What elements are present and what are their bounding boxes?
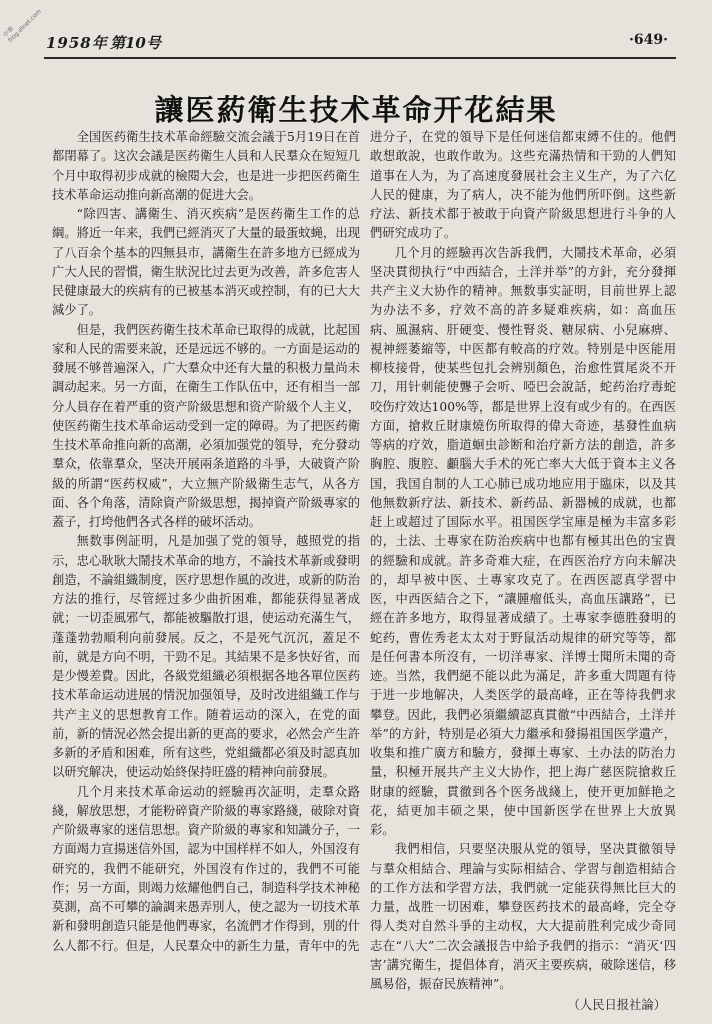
header-issue: 第10号: [110, 34, 161, 52]
left-column: [52, 128, 360, 956]
paragraph: 但是，我們医药衛生技术革命已取得的成就，比起国家和人民的需要来說，还是远远不够的。一方面是运动的發展不够普遍深入，广大羣众中还有大量的积极力量尚未調动起来。另一方面，在衛生工作队伍中，还有相当一部分人員存在着严重的资产阶級思想和资产阶級个人主义，使医药衛生技术革命运动受到一定的障碍。为了把医药衛生技术革命推向新的高潮，必須加强党的領导，充分發动羣众，依靠羣众，坚决开展兩条道路的斗爭，大破資产阶級的所謂“医药权威”，大立無产阶級衛生志气，从各方面、各个角落，清除資产阶級思想，揭掉資产阶級專家的蓋子，打垮他們各式各样的破坏活动。: [52, 322, 360, 529]
corner-watermark: 中華 frog.dlnet.com: [2, 7, 43, 44]
article-signature: （人民日报社論）: [567, 998, 666, 1013]
page-header: [46, 32, 672, 54]
paragraph: “除四害、講衛生、消灭疾病”是医药衛生工作的总綱。將近一年来，我們已經消灭了大量的最蛋蚊蝇，出现了八百余个基本的四無县市，講衛生在許多地方已經成为广大人民的習慣，衛生狀況比过去更为改善，許多危害人民健康最大的疾病有的已被基本消灭或控制，有的已大大減少了。: [52, 207, 360, 318]
page-number: ·649·: [629, 32, 668, 48]
article-title: 讓医葯衛生技术革命开花結果: [154, 93, 558, 127]
paragraph: 几个月的經驗再次告訴我們，大鬧技术革命，必須坚决貫彻执行“中西結合，土洋并举”的方針，充分發揮共产主义大协作的精神。無数事实証明，目前世界上認为办法不多，疗效不高的許多疑难疾病，如：高血压病、風濕病、肝硬变、慢性腎炎、糖尿病、小兒麻痹、視神經萎縮等，中医都有較高的疗效。特别是中医能用柳枝接骨，使某些包扎会辨别顏色，治愈性質尾炎不开刀，用针刺能使聾子会听、啞巴会說話，蛇药治疗毒蛇咬伤疗效达100%等，都是世界上沒有或少有的。在西医方面，搶救丘財康燒伤所取得的偉大奇迹，基發性血病等病的疗效，脂道蛔虫診断和治疗新方法的創造，許多胸腔、腹腔、顱腦大手术的死亡率大大低于資本主义各国，我国自制的人工心肺已成功地应用于臨床，以及其他無数新疗法、新技术、新药品、新器械的成就，也都赶上或超过了国际水平。祖国医学宝庫是極为丰富多彩的，土法、土專家在防治疾病中也都有極其出色的宝貴的經驗和成就。許多奇难大症，在西医治疗方向未解决的，却早被中医、土專家攻克了。在西医認真学習中医，中西医結合之下，“讓腫瘤低头，高血压讓路”，已經在許多地方，取得显著成績了。土專家李德胜發明的蛇药，曹佐秀老太太对于野鼠活动規律的研究等等，都是任何書本所沒有，一切洋專家、洋博士聞所未聞的奇迹。当然，我們絕不能以此为滿足，許多重大問題有待于进一步地解决，人类医学的最高峰，正在等待我們求攀登。因此，我們必須繼續認真貫徹“中西結合，土洋并举”的方針，特别是必須大力繼承和發揚祖国医学遺产，收集和推广廣方和驗方，發揮土專家、土办法的防治力量，积極开展共产主义大协作，把上海广慈医院搶救丘財康的經驗，貫徹到各个医务战綫上，使开更加鮮艳之花，結更加丰硕之果，使中国新医学在世界上大放異彩。: [370, 245, 676, 837]
paragraph: 我們相信，只要坚决服从党的領导，坚决貫徹領导与羣众相結合、理論与实际相結合、学習与創造相結合的工作方法和学習方法，我們就一定能获得無比巨大的力量，战胜一切困难，攀登医药技术的最高峰，完全夺得人类对自然斗爭的主动权，大大提前胜利完成少奇同志在“八大”二次会議报告中給予我們的指示：“消灭‘四害’講究衛生，提倡体育，消灭主要疾病，破除迷信，移風易俗，振奋民族精神”。: [370, 842, 676, 991]
paragraph: 全国医药衛生技术革命經驗交流会議于5月19日在首都閉幕了。这次会議是医药衛生人員和人民羣众在短短几个月中取得初步成就的檢閱大会，也是进一步把医药衛生技术革命运动推向新高潮的促进大会。: [52, 130, 360, 202]
paragraph: 进分子，在党的領导下是任何迷信都束縛不住的。他們敢想敢說，也敢作敢为。这些充滿热情和干勁的人們知道事在人为，为了高速度發展社会主义生产，为了六亿人民的健康，为了病人，决不能为他們所吓倒。这些新疗法、新技术都于被敢于向資产阶級思想进行斗争的人們研究成功了。: [370, 130, 676, 241]
paragraph: 無数事例証明，凡是加强了党的領导，越照党的指示，忠心耿耿大鬧技术革命的地方，不論技术革新或發明創造，不論組織制度，医疗思想作風的改进，或新的防治方法的推行，尽管經过多少曲折困难，都能获得显著成就；一切歪風邪气，都能被驅散打退，使运动充滿生气，蓬蓬勃勃順利向前發展。反之，不是死气沉沉，蓋足不前，就是方向不明，干勁不足。其結果不是多快好省，而是少慢差費。因此，各級党組織必須根据各地各單位医药技术革命运动进展的情況加强領导，及时改进組織工作与共产主义的思想教育工作。随着运动的深入，在党的面前，新的情況必然会提出新的更高的要求，必然会产生許多新的矛盾和困难，所有这些，党組織都必須及时認真加以研究解决，使运动始終保持旺盛的精神向前發展。: [52, 534, 360, 780]
header-rule: [44, 57, 676, 59]
header-year: 1958年: [46, 34, 108, 52]
paragraph: 几个月来技术革命运动的經驗再次証明，走羣众路綫，解放思想，才能粉碎資产阶級的專家路綫，破除对資产阶級專家的迷信思想。資产阶級的專家和知識分子，一方面竭力宣揚迷信外国，認为中国样样不如人，外国沒有研究的，我們不能研究，外国沒有作过的，我們不可能作；另一方面，則竭力炫耀他們自己，制造科学技术神秘莫測，高不可攀的論調来愚弄別人，使之認为一切技术革新和發明創造只能是他們專家，名流們才作得到，別的什么人都不行。但是，人民羣众中的新生力量，青年中的先: [52, 784, 360, 953]
right-column: [370, 128, 676, 1016]
